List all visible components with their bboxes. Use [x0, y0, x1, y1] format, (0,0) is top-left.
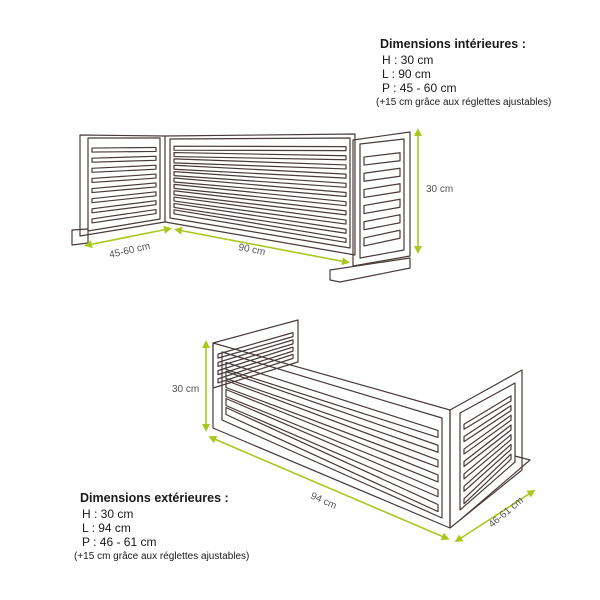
interior-length: L : 90 cm — [382, 67, 431, 81]
slat — [174, 210, 346, 243]
slat — [92, 183, 156, 193]
exterior-height: H : 30 cm — [82, 507, 134, 521]
slat — [92, 174, 156, 182]
slat — [226, 381, 438, 468]
slat — [174, 159, 346, 169]
slat — [92, 156, 156, 162]
ext-right-foot — [460, 456, 530, 520]
interior-note: (+15 cm grâce aux réglettes ajustables) — [376, 97, 552, 108]
exterior-title: Dimensions extérieures : — [80, 491, 229, 505]
slat — [92, 147, 156, 152]
slat — [364, 168, 400, 181]
interior-height: H : 30 cm — [382, 53, 434, 67]
interior-cover-drawing — [72, 132, 410, 282]
exterior-width-label: 94 cm — [308, 490, 339, 512]
slat — [174, 153, 346, 160]
exterior-depth: P : 46 - 61 cm — [82, 535, 157, 549]
slat — [174, 165, 346, 178]
interior-depth-arrow — [88, 229, 168, 245]
interior-width-label: 90 cm — [237, 242, 267, 259]
exterior-depth-label: 46-61 cm — [486, 495, 526, 531]
slat — [174, 184, 346, 205]
exterior-cover-drawing — [213, 320, 530, 531]
right-side-panel — [353, 132, 410, 266]
exterior-width-arrow — [212, 438, 446, 538]
slat — [226, 408, 438, 512]
exterior-measure-lines — [206, 344, 532, 540]
slat — [364, 199, 400, 213]
slat — [364, 153, 400, 165]
slat — [364, 230, 400, 246]
exterior-note: (+15 cm grâce aux réglettes ajustables) — [74, 551, 250, 562]
interior-depth-label: 45-60 cm — [108, 240, 152, 261]
interior-depth: P : 45 - 60 cm — [382, 81, 457, 95]
interior-title: Dimensions intérieures : — [380, 37, 526, 51]
slat — [92, 192, 156, 203]
exterior-length: L : 94 cm — [82, 521, 131, 535]
exterior-height-label: 30 cm — [172, 384, 200, 395]
interior-height-label: 30 cm — [426, 184, 454, 195]
slat — [364, 184, 400, 198]
slat — [464, 396, 511, 429]
slat — [364, 215, 400, 230]
slat — [174, 146, 346, 150]
ext-right-slats — [464, 396, 511, 504]
right-side-slats — [364, 153, 400, 246]
slat — [92, 165, 156, 172]
left-side-slats — [92, 147, 156, 223]
